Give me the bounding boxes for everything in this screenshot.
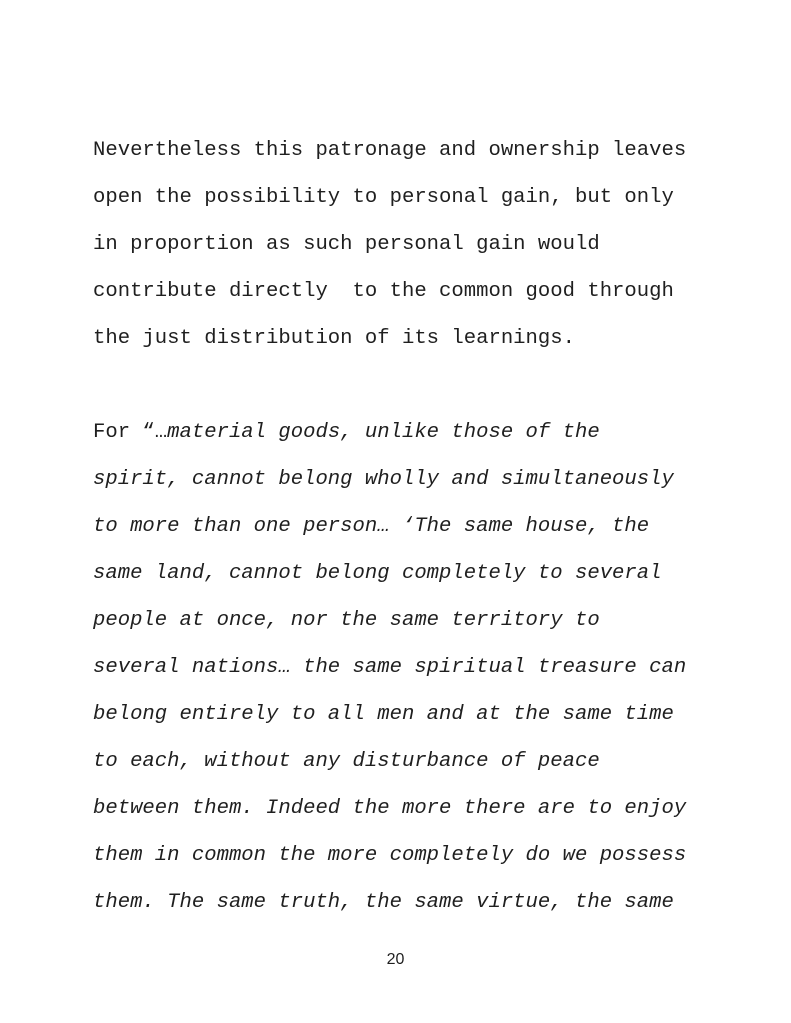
text-line: contribute directly to the common good through [93, 280, 674, 303]
paragraph-spacer [93, 362, 713, 409]
quote-lead-in: For “… [93, 421, 168, 444]
quoted-text: material goods, unlike those of the [167, 421, 600, 444]
paragraph-quotation [93, 409, 713, 926]
page-number: 20 [386, 951, 405, 968]
page-body-text [93, 127, 713, 926]
text-line: the just distribution of its learnings. [93, 327, 575, 350]
text-line: several nations… the same spiritual treasure can [93, 656, 687, 679]
text-line [93, 409, 713, 456]
text-line: in proportion as such personal gain would [93, 233, 600, 256]
paragraph-patronage [93, 127, 713, 362]
text-line: open the possibility to personal gain, but only [93, 186, 674, 209]
page-footer [0, 951, 791, 969]
text-line: to more than one person… ‘The same house, the [93, 515, 650, 538]
text-line: same land, cannot belong completely to several [93, 562, 662, 585]
text-line: people at once, nor the same territory to [93, 609, 600, 632]
text-line: spirit, cannot belong wholly and simultaneously [93, 468, 674, 491]
text-line: to each, without any disturbance of peace [93, 750, 600, 773]
text-line: them in common the more completely do we possess [93, 844, 687, 867]
text-line: between them. Indeed the more there are to enjoy [93, 797, 687, 820]
text-line: them. The same truth, the same virtue, the same [93, 891, 674, 914]
text-line: Nevertheless this patronage and ownership leaves [93, 139, 687, 162]
text-line: belong entirely to all men and at the same time [93, 703, 674, 726]
